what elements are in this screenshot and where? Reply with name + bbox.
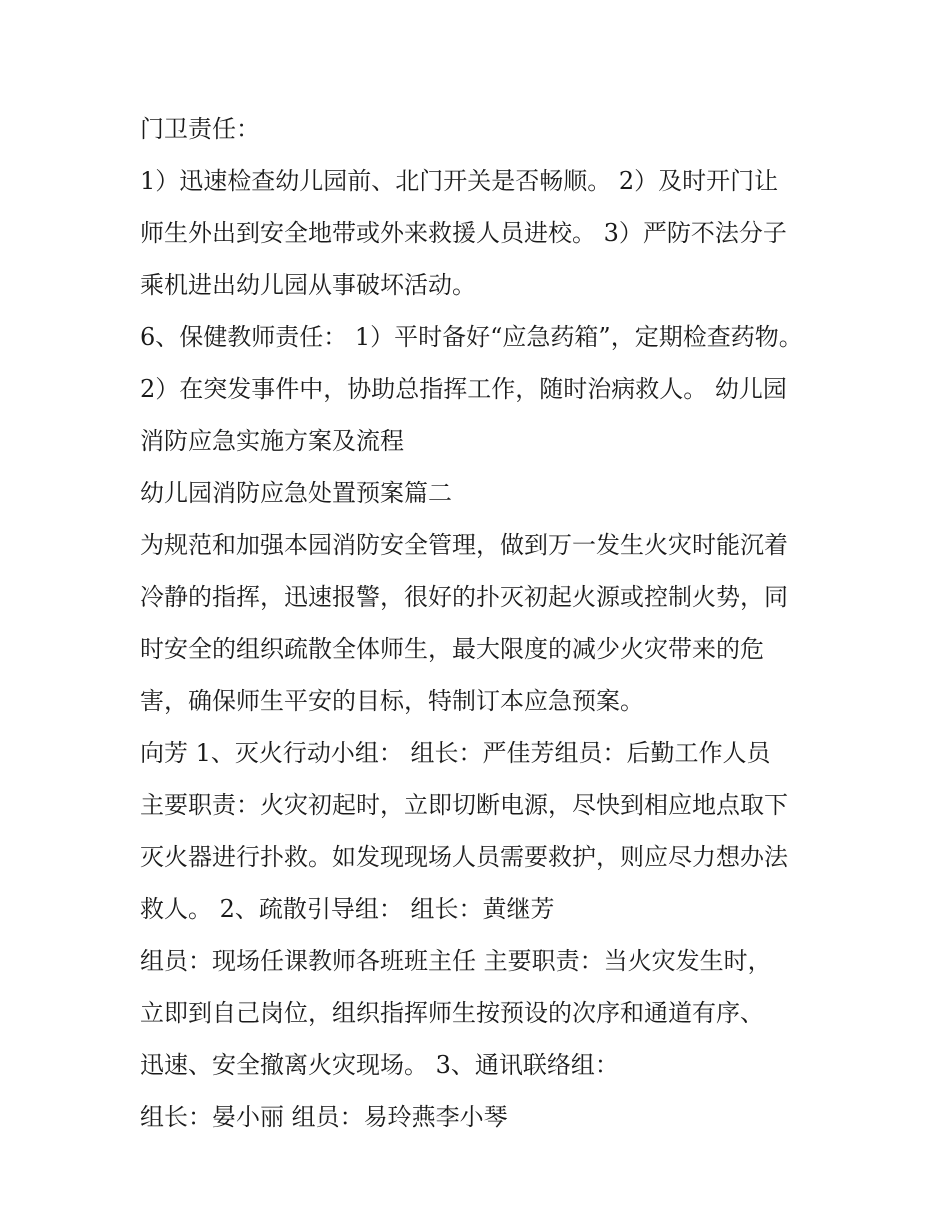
text-line: 立即到自己岗位，组织指挥师生按预设的次序和通道有序、 <box>140 999 764 1027</box>
text-line: 主要职责：火灾初起时，立即切断电源，尽快到相应地点取下 <box>140 791 788 819</box>
text-line: 救人。 2、疏散引导组： 组长：黄继芳 <box>140 895 555 923</box>
text-line: 为规范和加强本园消防安全管理，做到万一发生火灾时能沉着 <box>140 531 788 559</box>
text-line: 迅速、安全撤离火灾现场。 3、通讯联络组： <box>140 1051 619 1079</box>
text-line: 组员：现场任课教师各班班主任 主要职责：当火灾发生时， <box>140 947 772 975</box>
text-line: 乘机进出幼儿园从事破坏活动。 <box>140 271 476 299</box>
text-line: 冷静的指挥，迅速报警，很好的扑灭初起火源或控制火势，同 <box>140 583 788 611</box>
text-line: 组长：晏小丽 组员：易玲燕李小琴 <box>140 1103 508 1131</box>
text-line: 时安全的组织疏散全体师生，最大限度的减少火灾带来的危 <box>140 635 764 663</box>
text-line: 6、保健教师责任： 1）平时备好“应急药箱”，定期检查药物。 <box>140 323 803 351</box>
text-line: 消防应急实施方案及流程 <box>140 427 404 455</box>
text-line: 师生外出到安全地带或外来救援人员进校。 3）严防不法分子 <box>140 219 787 247</box>
section-heading: 幼儿园消防应急处置预案篇二 <box>140 479 452 507</box>
text-line: 1）迅速检查幼儿园前、北门开关是否畅顺。 2）及时开门让 <box>140 167 779 195</box>
text-line: 2）在突发事件中，协助总指挥工作，随时治病救人。 幼儿园 <box>140 375 787 403</box>
text-line: 害，确保师生平安的目标，特制订本应急预案。 <box>140 687 644 715</box>
document-body <box>140 108 840 1148</box>
text-line: 向芳 1、灭火行动小组： 组长：严佳芳组员：后勤工作人员 <box>140 739 771 767</box>
text-line: 灭火器进行扑救。如发现现场人员需要救护，则应尽力想办法 <box>140 843 788 871</box>
text-line: 门卫责任： <box>140 115 260 143</box>
